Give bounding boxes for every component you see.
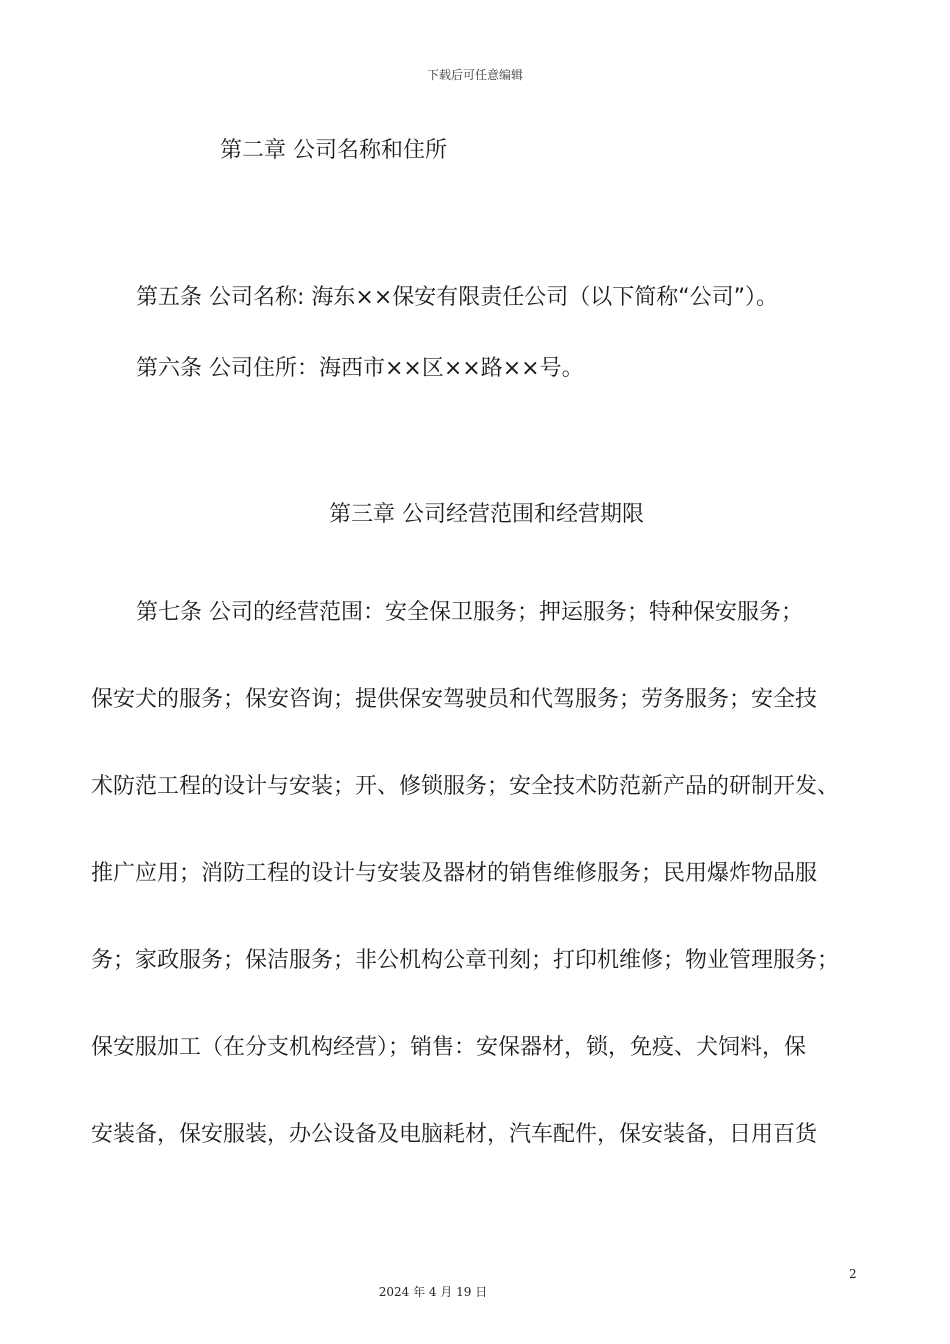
article-7-line: 第七条 公司的经营范围：安全保卫服务；押运服务；特种保安服务； bbox=[136, 600, 803, 625]
footer-date: 2024 年 4 月 19 日 bbox=[378, 1285, 488, 1299]
article-7-line: 安装备，保安服装，办公设备及电脑耗材，汽车配件，保安装备，日用百货 bbox=[91, 1122, 818, 1147]
article-7-line: 务；家政服务；保洁服务；非公机构公章刊刻；打印机维修；物业管理服务； bbox=[91, 948, 840, 973]
article-5: 第五条 公司名称: 海东××保安有限责任公司（以下简称“公司”）。 bbox=[136, 285, 779, 310]
chapter-3-title: 第三章 公司经营范围和经营期限 bbox=[329, 502, 644, 527]
article-6: 第六条 公司住所：海西市××区××路××号。 bbox=[136, 356, 584, 381]
article-7-line: 保安犬的服务；保安咨询；提供保安驾驶员和代驾服务；劳务服务；安全技 bbox=[91, 687, 818, 712]
chapter-2-title: 第二章 公司名称和住所 bbox=[220, 138, 447, 163]
page-number: 2 bbox=[849, 1267, 857, 1281]
header-note: 下载后可任意编辑 bbox=[426, 68, 523, 82]
article-7-line: 推广应用；消防工程的设计与安装及器材的销售维修服务；民用爆炸物品服 bbox=[91, 861, 818, 886]
article-7-line: 保安服加工（在分支机构经营）；销售：安保器材，锁，免疫、犬饲料，保 bbox=[91, 1035, 807, 1060]
article-7-line: 术防范工程的设计与安装；开、修锁服务；安全技术防范新产品的研制开发、 bbox=[91, 774, 840, 799]
